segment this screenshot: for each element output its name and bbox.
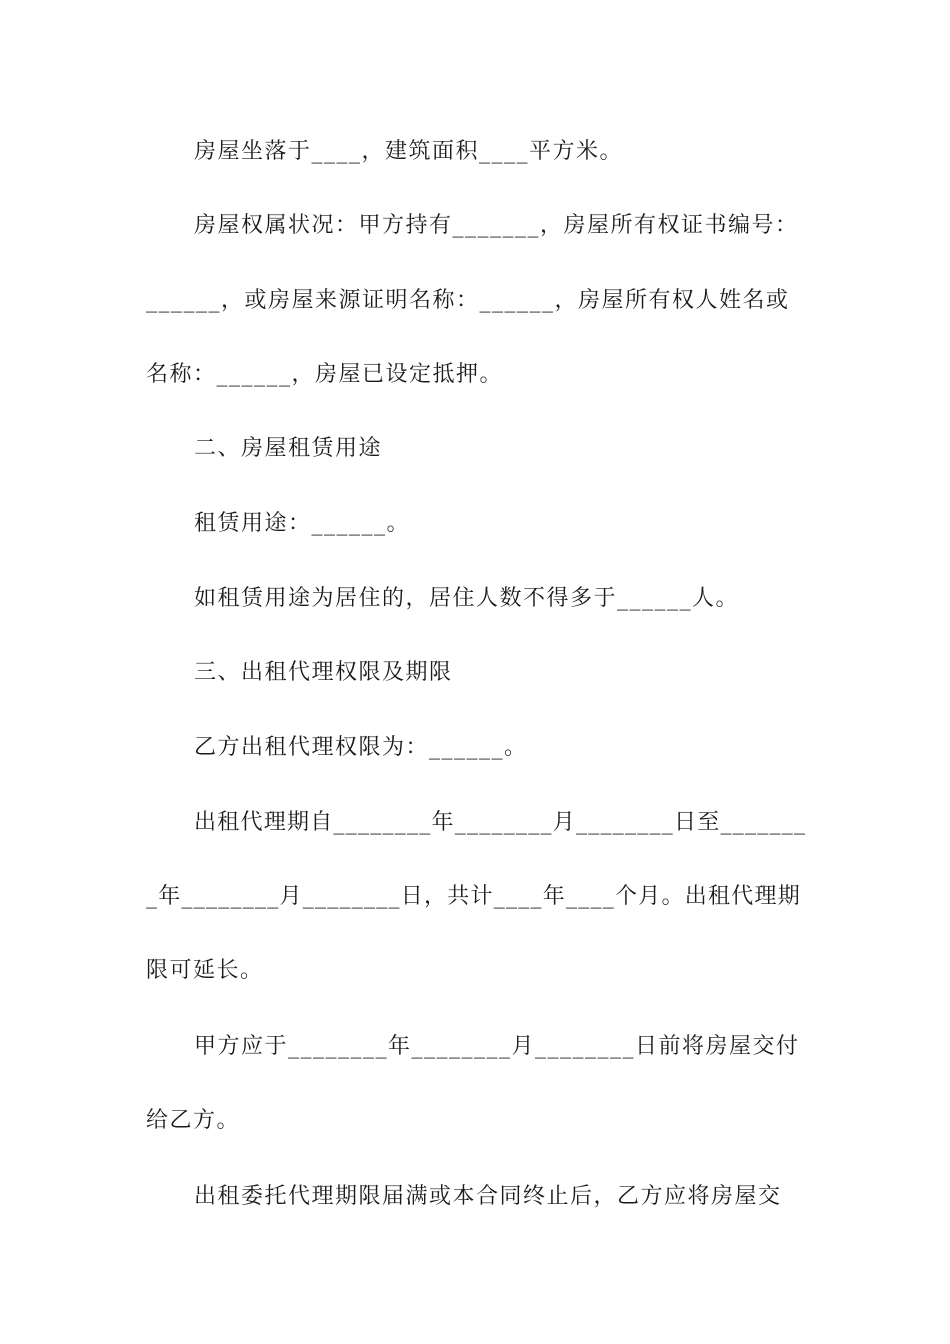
paragraph-line: 名称：______，房屋已设定抵押。 xyxy=(146,362,504,387)
section-heading: 三、出租代理权限及期限 xyxy=(194,660,453,685)
paragraph-line: 如租赁用途为居住的，居住人数不得多于______人。 xyxy=(194,586,740,611)
paragraph-line: ______，或房屋来源证明名称：______，房屋所有权人姓名或 xyxy=(146,288,790,313)
paragraph-line: 出租代理期自________年________月________日至_______ xyxy=(194,810,807,835)
paragraph-line: 租赁用途：______。 xyxy=(194,511,411,536)
section-heading: 二、房屋租赁用途 xyxy=(194,436,383,461)
paragraph-line: 甲方应于________年________月________日前将房屋交付 xyxy=(194,1034,800,1059)
paragraph-line: 出租委托代理期限届满或本合同终止后，乙方应将房屋交 xyxy=(194,1184,782,1209)
paragraph-line: _年________月________日，共计____年____个月。出租代理期 xyxy=(146,884,802,909)
paragraph-line: 乙方出租代理权限为：______。 xyxy=(194,735,528,760)
paragraph-line: 限可延长。 xyxy=(146,958,264,983)
paragraph-line: 给乙方。 xyxy=(146,1108,241,1133)
paragraph-line: 房屋坐落于____，建筑面积____平方米。 xyxy=(194,139,624,164)
paragraph-line: 房屋权属状况：甲方持有_______，房屋所有权证书编号： xyxy=(194,213,799,238)
